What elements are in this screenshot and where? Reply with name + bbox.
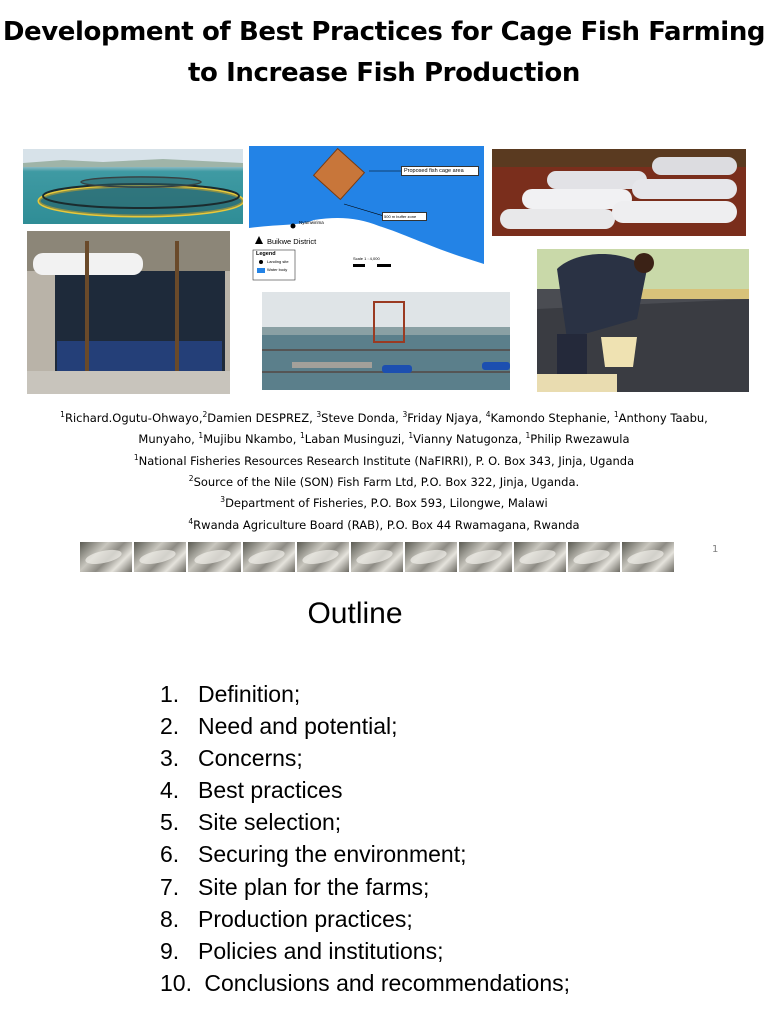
outline-item-text: Site selection; — [198, 809, 342, 836]
affiliation-sup: 1 — [133, 452, 139, 462]
fish-thumbnail — [188, 542, 240, 572]
author-sup: 2 — [202, 410, 208, 419]
outline-item-text: Policies and institutions; — [198, 937, 444, 964]
photo-circular-cages — [23, 149, 243, 224]
affiliation-text: National Fisheries Resources Research Institute (NaFIRRI), P. O. Box 343, Jinja, Uganda — [138, 453, 635, 468]
author-sup: 3 — [316, 410, 322, 419]
outline-item — [160, 838, 570, 870]
fish-thumbnail — [297, 542, 349, 572]
affiliation-1 — [0, 449, 768, 470]
map-label-district: Buikwe District — [267, 237, 317, 246]
author-sup: 3 — [402, 410, 408, 419]
affiliation-text: Rwanda Agriculture Board (RAB), P.O. Box 44 Rwamagana, Rwanda — [193, 517, 580, 532]
map-label-proposed-area: Proposed fish cage area — [401, 166, 479, 176]
outline-item-text: Definition; — [198, 681, 301, 707]
outline-item-number: 4. — [160, 777, 180, 804]
slide-title — [0, 12, 768, 94]
title-line-1: Development of Best Practices for Cage Fish Farming — [2, 17, 766, 47]
affiliation-3 — [0, 491, 768, 512]
affiliation-sup: 4 — [188, 516, 194, 526]
fish-thumbnail — [568, 542, 620, 572]
outline-item-number: 3. — [160, 745, 180, 772]
title-line-2: to Increase Fish Production — [188, 58, 580, 88]
outline-item — [160, 871, 570, 903]
outline-item-number: 8. — [160, 905, 180, 932]
author-name: Steve Donda, — [321, 410, 403, 425]
outline-list — [160, 678, 570, 999]
authors-block — [0, 406, 768, 534]
photo-storage-tanks — [492, 149, 746, 236]
outline-item-text: Concerns; — [198, 745, 303, 772]
fish-thumbnail — [134, 542, 186, 572]
site-map — [249, 146, 484, 282]
outline-item — [160, 903, 570, 935]
outline-item-text: Production practices; — [198, 905, 413, 932]
fish-thumbnail — [80, 542, 132, 572]
author-name: Richard.Ogutu-Ohwayo, — [64, 410, 203, 425]
outline-item-number: 6. — [160, 841, 180, 868]
outline-item-text: Conclusions and recommendations; — [198, 969, 571, 996]
author-name: Damien DESPREZ, — [207, 410, 317, 425]
outline-item — [160, 774, 570, 806]
outline-item — [160, 806, 570, 838]
author-name: Vianny Natugonza, — [413, 432, 526, 447]
affiliation-text: Department of Fisheries, P.O. Box 593, Lilongwe, Malawi — [225, 496, 548, 511]
outline-item-text: Securing the environment; — [198, 841, 467, 868]
outline-item-number: 5. — [160, 809, 180, 836]
outline-item — [160, 742, 570, 774]
authors-line-2 — [0, 427, 768, 448]
author-name: Munyaho, — [138, 432, 199, 447]
author-name: Laban Musinguzi, — [304, 432, 409, 447]
page-number: 1 — [712, 544, 719, 555]
author-name: Mujibu Nkambo, — [203, 432, 301, 447]
outline-item-text: Best practices — [198, 777, 343, 804]
affiliation-sup: 2 — [188, 473, 194, 483]
author-sup: 1 — [613, 410, 619, 419]
affiliation-sup: 3 — [220, 495, 226, 505]
affiliation-2 — [0, 470, 768, 491]
photo-floating-cages — [262, 292, 510, 390]
fish-thumbnail — [514, 542, 566, 572]
outline-item — [160, 967, 570, 999]
outline-item-text: Site plan for the farms; — [198, 873, 430, 900]
map-legend-title: Legend — [256, 251, 276, 257]
photo-fish-harvest — [537, 249, 749, 392]
author-sup: 1 — [198, 431, 204, 441]
map-scale-label: Scale 1 : 4,000 — [353, 256, 380, 261]
author-name: Anthony Taabu, — [618, 410, 708, 425]
map-legend-item: Landing site — [267, 259, 289, 264]
author-name: Philip Rwezawula — [530, 432, 630, 447]
fish-thumbnail — [405, 542, 457, 572]
outline-item-number: 10. — [160, 969, 192, 996]
outline-title: Outline — [307, 597, 403, 630]
outline-item-number: 9. — [160, 937, 180, 964]
map-label-buffer: 500 m buffer zone — [382, 212, 427, 221]
fish-thumbnail — [351, 542, 403, 572]
map-legend-item: Water body — [267, 267, 288, 272]
fish-thumbnail — [459, 542, 511, 572]
outline-item — [160, 935, 570, 967]
author-name: Kamondo Stephanie, — [490, 410, 614, 425]
author-sup: 1 — [408, 431, 414, 441]
affiliation-text: Source of the Nile (SON) Fish Farm Ltd, P.O. Box 322, Jinja, Uganda. — [193, 474, 580, 489]
outline-item — [160, 678, 570, 710]
outline-item-number: 1. — [160, 681, 180, 707]
fish-image-strip — [80, 542, 674, 572]
affiliation-4 — [0, 513, 768, 534]
outline-item-number: 2. — [160, 713, 180, 740]
map-label-landing: Nyamwirima — [299, 220, 324, 225]
outline-item-number: 7. — [160, 873, 180, 900]
fish-thumbnail — [243, 542, 295, 572]
authors-line-1 — [0, 406, 768, 427]
fish-thumbnail — [622, 542, 674, 572]
author-name: Friday Njaya, — [407, 410, 486, 425]
author-sup: 4 — [485, 410, 491, 419]
author-sup: 1 — [525, 431, 531, 441]
photo-net-cage-shed — [27, 231, 230, 394]
author-sup: 1 — [60, 410, 65, 419]
outline-item — [160, 710, 570, 742]
outline-item-text: Need and potential; — [198, 713, 398, 740]
author-sup: 1 — [300, 431, 305, 441]
